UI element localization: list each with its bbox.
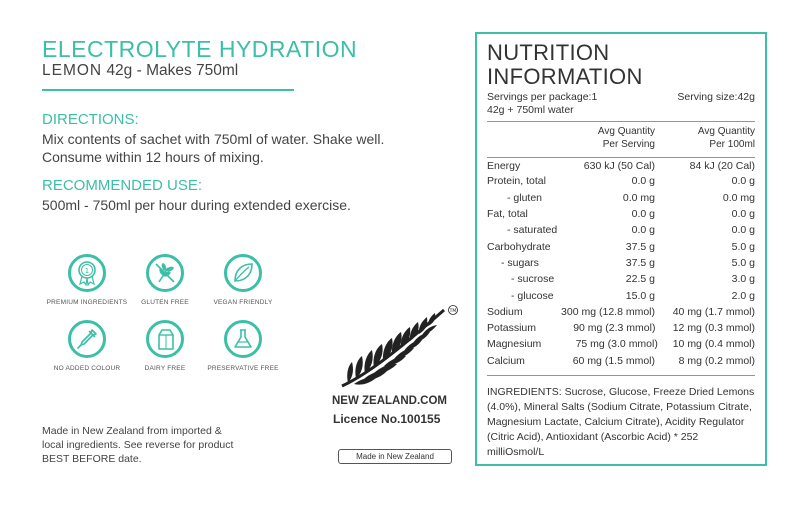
table-row: [487, 173, 755, 189]
leaf-icon: [224, 254, 262, 292]
directions-text: [42, 130, 442, 166]
directions-heading: DIRECTIONS:: [42, 111, 139, 128]
badge-label: PRESERVATIVE FREE: [207, 365, 279, 372]
servings-per-package: Servings per package:1: [487, 91, 598, 103]
origin-line-2: local ingredients. See reverse for product: [42, 439, 234, 451]
table-row: [487, 238, 755, 254]
nutrient-name: Calcium: [487, 354, 525, 367]
col-header-line: Per 100ml: [709, 139, 755, 150]
milk-carton-icon: [146, 320, 184, 358]
per-serving-value: 37.5 g: [625, 256, 655, 269]
nutrition-heading: NUTRITION INFORMATION: [487, 40, 643, 89]
directions-line-1: Mix contents of sachet with 750ml of water. Shake well.: [42, 131, 385, 147]
nutrient-name: Fat, total: [487, 208, 528, 221]
per-100ml-value: 2.0 g: [731, 289, 755, 302]
wheat-icon: [146, 254, 184, 292]
fern-icon: [334, 304, 464, 394]
origin-note: [42, 424, 272, 466]
col-per-100ml-header: [655, 125, 755, 151]
panel-divider: [487, 375, 755, 376]
nz-site-label: NEW ZEALAND.COM: [332, 395, 447, 407]
per-serving-value: 90 mg (2.3 mmol): [573, 322, 656, 335]
per-100ml-value: 10 mg (0.4 mmol): [672, 338, 755, 351]
per-serving-value: 0.0 g: [631, 208, 655, 221]
per-serving-value: 300 mg (12.8 mmol): [561, 305, 655, 318]
directions-line-2: Consume within 12 hours of mixing.: [42, 149, 264, 165]
badge-label: NO ADDED COLOUR: [53, 365, 121, 372]
package-size: 42g - Makes 750ml: [106, 62, 239, 79]
per-100ml-value: 5.0 g: [731, 240, 755, 253]
per-100ml-value: 0.0 mg: [722, 191, 755, 204]
origin-line-1: Made in New Zealand from imported &: [42, 425, 222, 437]
panel-divider: [487, 121, 755, 122]
table-row: [487, 320, 755, 336]
origin-line-3: BEST BEFORE date.: [42, 453, 142, 465]
badge-dairy-free: [122, 320, 208, 372]
badge-no-added-colour: [44, 320, 130, 372]
nutrient-name: - sucrose: [511, 273, 555, 286]
flask-icon: [224, 320, 262, 358]
fern-logo: [334, 304, 464, 399]
badge-premium-ingredients: [44, 254, 130, 306]
nutrition-table: [487, 157, 755, 369]
badge-vegan-friendly: [200, 254, 286, 306]
nutrient-name: - glucose: [511, 289, 554, 302]
table-row: [487, 222, 755, 238]
trademark-mark: TM: [449, 308, 457, 314]
per-100ml-value: 0.0 g: [731, 175, 755, 188]
badge-label: GLUTEN FREE: [141, 299, 189, 306]
col-header-line: Avg Quantity: [697, 126, 755, 137]
per-serving-value: 630 kJ (50 Cal): [583, 159, 655, 172]
per-serving-value: 60 mg (1.5 mmol): [572, 354, 655, 367]
nutrient-name: - gluten: [507, 191, 543, 204]
table-row: [487, 206, 755, 222]
serving-size: Serving size:42g: [677, 91, 755, 103]
table-row: [487, 304, 755, 320]
per-100ml-value: 84 kJ (20 Cal): [689, 159, 755, 172]
badge-label: DAIRY FREE: [144, 365, 186, 372]
nutrient-name: - sugars: [501, 256, 539, 269]
per-100ml-value: 3.0 g: [731, 273, 755, 286]
product-subtitle: [42, 62, 238, 80]
serving-description: 42g + 750ml water: [487, 104, 574, 116]
per-serving-value: 15.0 g: [625, 289, 655, 302]
per-100ml-value: 12 mg (0.3 mmol): [672, 322, 755, 335]
table-row: [487, 255, 755, 271]
made-in-nz-box: Made in New Zealand: [338, 449, 452, 464]
table-row: [487, 353, 755, 369]
per-serving-value: 0.0 g: [631, 175, 655, 188]
badge-label: PREMIUM INGREDIENTS: [46, 299, 128, 306]
per-100ml-value: 0.0 g: [731, 224, 755, 237]
product-title: ELECTROLYTE HYDRATION: [42, 36, 358, 62]
col-header-line: Per Serving: [602, 139, 655, 150]
licence-number: Licence No.100155: [333, 412, 441, 426]
badge-label: VEGAN FRIENDLY: [213, 299, 273, 306]
per-serving-value: 0.0 mg: [622, 191, 655, 204]
nutrient-name: Sodium: [487, 305, 523, 318]
col-header-line: Avg Quantity: [597, 126, 655, 137]
title-divider: [42, 89, 294, 91]
flavour-name: LEMON: [42, 62, 103, 79]
table-row: [487, 190, 755, 206]
per-serving-value: 37.5 g: [625, 240, 655, 253]
dropper-icon: [68, 320, 106, 358]
table-row: [487, 287, 755, 303]
table-row: [487, 336, 755, 352]
column-headers: [487, 125, 755, 151]
per-serving-value: 75 mg (3.0 mmol): [575, 338, 658, 351]
per-100ml-value: 40 mg (1.7 mmol): [672, 305, 755, 318]
recommended-heading: RECOMMENDED USE:: [42, 177, 203, 194]
per-serving-value: 22.5 g: [625, 273, 655, 286]
svg-text:1: 1: [84, 267, 90, 275]
per-serving-value: 0.0 g: [631, 224, 655, 237]
table-row: [487, 271, 755, 287]
nutrient-name: Energy: [487, 159, 521, 172]
recommended-text: 500ml - 750ml per hour during extended exercise.: [42, 197, 351, 213]
table-row: [487, 157, 755, 173]
per-100ml-value: 8 mg (0.2 mmol): [678, 354, 755, 367]
per-100ml-value: 5.0 g: [731, 256, 755, 269]
badge-preservative-free: [200, 320, 286, 372]
col-per-serving-header: [560, 125, 655, 151]
nutrient-name: - saturated: [507, 224, 558, 237]
ingredients-text: INGREDIENTS: Sucrose, Glucose, Freeze Dried Lemons (4.0%), Mineral Salts (Sodium Citrate, Potassium Citrate, Magnesium Lactate, Calcium Citrate), Acidity Regulator (Citric Acid), Antioxidant (Ascorbic Acid) * 252 milliOsmol/L: [487, 385, 755, 458]
nutrient-name: Magnesium: [487, 338, 542, 351]
nutrient-name: Potassium: [487, 322, 537, 335]
medal-icon: [68, 254, 106, 292]
nutrient-name: Carbohydrate: [487, 240, 551, 253]
per-100ml-value: 0.0 g: [731, 208, 755, 221]
servings-row: [487, 91, 755, 103]
badge-gluten-free: [122, 254, 208, 306]
nutrient-name: Protein, total: [487, 175, 546, 188]
nutrition-panel: [475, 32, 767, 466]
